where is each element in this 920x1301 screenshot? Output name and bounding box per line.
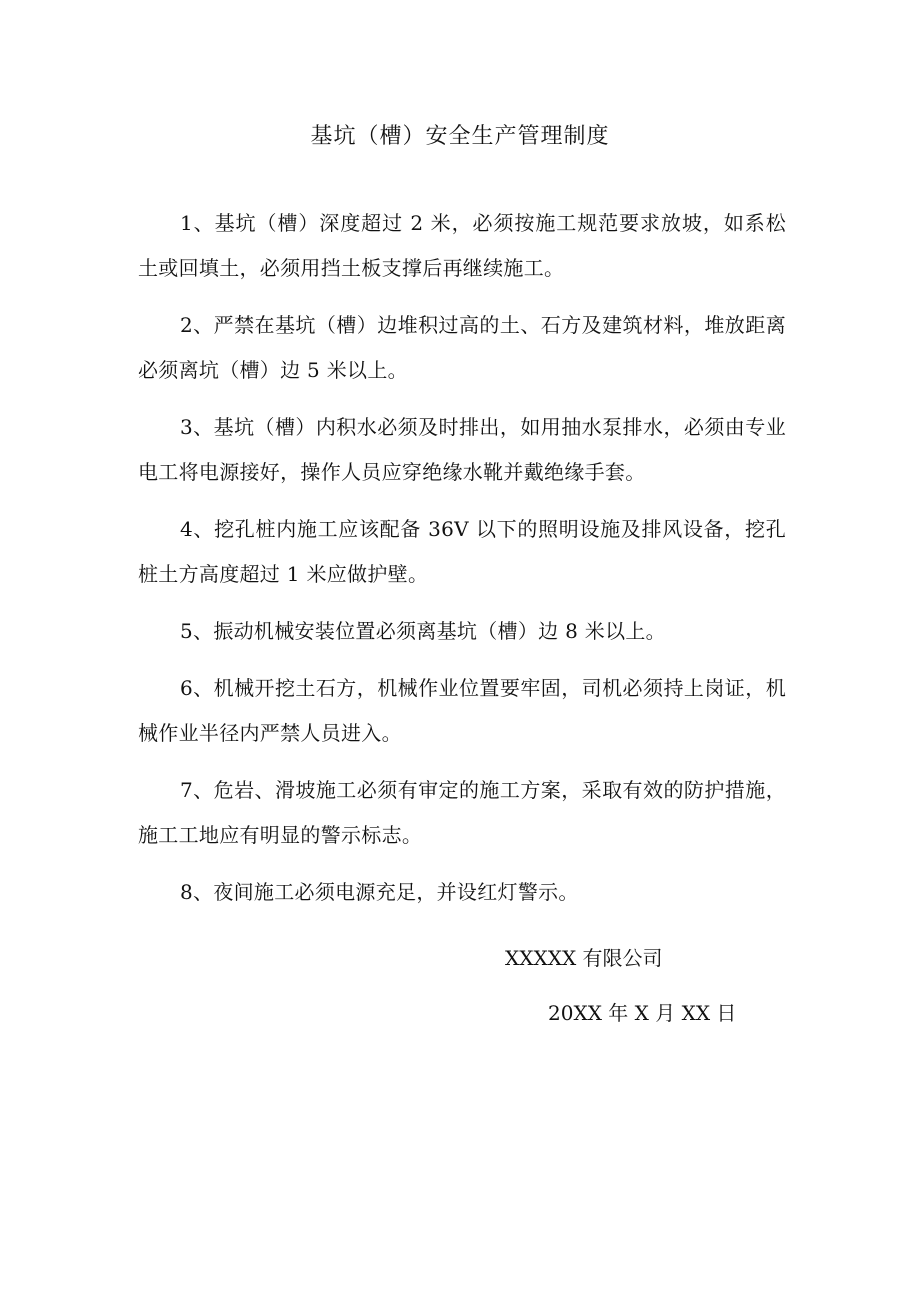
clause-1: 1、基坑（槽）深度超过 2 米，必须按施工规范要求放坡，如系松土或回填土，必须用挡土板支撑后再继续施工。 <box>138 211 786 280</box>
clause-6: 6、机械开挖土石方，机械作业位置要牢固，司机必须持上岗证，机械作业半径内严禁人员进入。 <box>138 676 786 745</box>
clause-4: 4、挖孔桩内施工应该配备 36V 以下的照明设施及排风设备，挖孔桩土方高度超过 1 米应做护壁。 <box>138 517 786 586</box>
clause-3: 3、基坑（槽）内积水必须及时排出，如用抽水泵排水，必须由专业电工将电源接好，操作人员应穿绝缘水靴并戴绝缘手套。 <box>138 415 786 484</box>
document-title: 基坑（槽）安全生产管理制度 <box>310 124 610 149</box>
signature-company: XXXXX 有限公司 <box>505 946 663 970</box>
clause-8: 8、夜间施工必须电源充足，并设红灯警示。 <box>180 880 579 904</box>
clause-2: 2、严禁在基坑（槽）边堆积过高的土、石方及建筑材料，堆放距离必须离坑（槽）边 5 米以上。 <box>138 313 786 382</box>
clause-7: 7、危岩、滑坡施工必须有审定的施工方案，采取有效的防护措施，施工工地应有明显的警示标志。 <box>138 778 786 847</box>
document-body <box>138 201 786 927</box>
signature-date: 20XX 年 X 月 XX 日 <box>548 1001 737 1025</box>
clause-5: 5、振动机械安装位置必须离基坑（槽）边 8 米以上。 <box>180 619 666 643</box>
